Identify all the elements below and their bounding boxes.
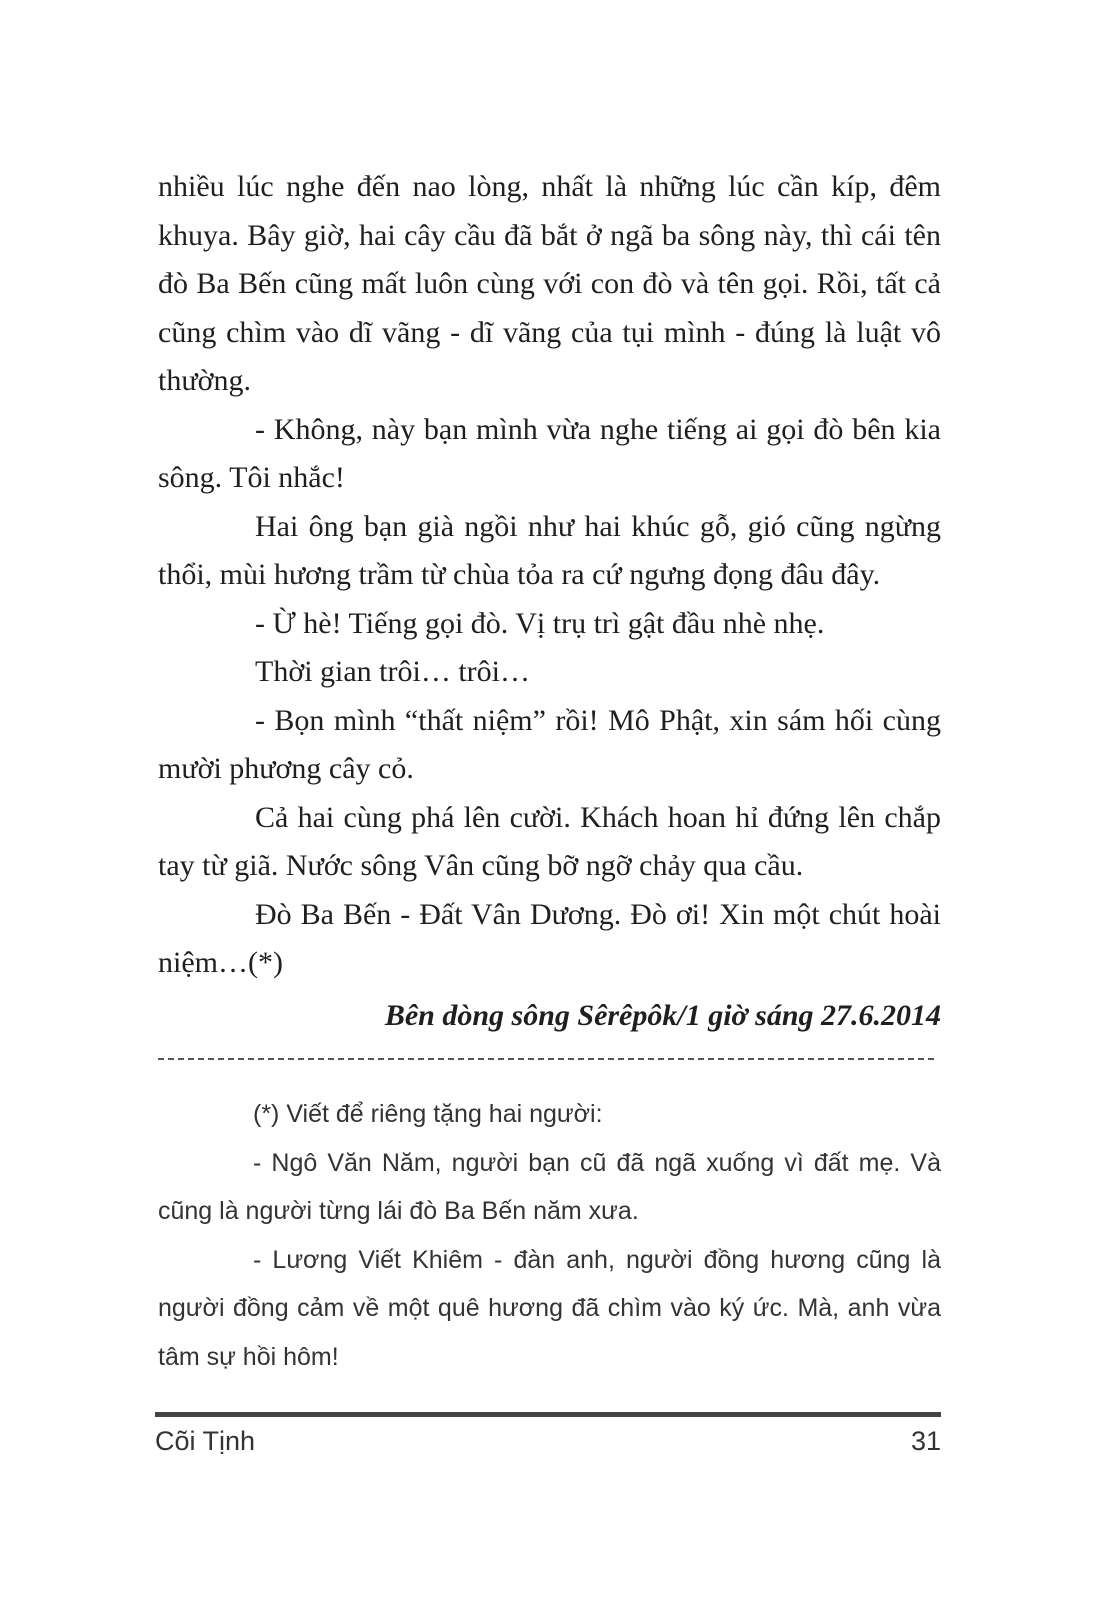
footnote-1: - Ngô Văn Năm, người bạn cũ đã ngã xuống vì đất mẹ. Và cũng là người từng lái đò Ba Bến năm xưa.: [158, 1148, 941, 1225]
page-footer: [155, 1423, 941, 1459]
book-title: Cõi Tịnh: [155, 1426, 256, 1456]
footnotes: [158, 1090, 941, 1381]
paragraph-1: nhiều lúc nghe đến nao lòng, nhất là những lúc cần kíp, đêm khuya. Bây giờ, hai cây cầu đã bắt ở ngã ba sông này, thì cái tên đò Ba Bến cũng mất luôn cùng với con đò và tên gọi. Rồi, tất cả cũng chìm vào dĩ vãng - dĩ vãng của tụi mình - đúng là luật vô thường.: [158, 170, 941, 397]
signature-line: Bên dòng sông Sêrêpôk/1 giờ sáng 27.6.2014: [384, 998, 941, 1032]
footnote-intro: (*) Viết để riêng tặng hai người:: [253, 1100, 603, 1128]
paragraph-2: - Không, này bạn mình vừa nghe tiếng ai gọi đò bên kia sông. Tôi nhắc!: [158, 412, 941, 494]
main-text: [158, 163, 941, 1040]
paragraph-7: Cả hai cùng phá lên cười. Khách hoan hỉ đứng lên chắp tay từ giã. Nước sông Vân cũng bỡ ngỡ chảy qua cầu.: [158, 800, 941, 882]
paragraph-6: - Bọn mình “thất niệm” rồi! Mô Phật, xin sám hối cùng mười phương cây cỏ.: [158, 703, 941, 785]
paragraph-5: Thời gian trôi… trôi…: [255, 655, 530, 688]
paragraph-3: Hai ông bạn già ngồi như hai khúc gỗ, gió cũng ngừng thổi, mùi hương trầm từ chùa tỏa ra cứ ngưng đọng đâu đây.: [158, 509, 941, 591]
paragraph-8: Đò Ba Bến - Đất Vân Dương. Đò ơi! Xin một chút hoài niệm…(*): [158, 897, 941, 979]
page-number: 31: [910, 1426, 941, 1456]
footnote-separator: [158, 1058, 934, 1060]
footnote-2: - Lương Viết Khiêm - đàn anh, người đồng hương cũng là người đồng cảm về một quê hương đã chìm vào ký ức. Mà, anh vừa tâm sự hồi hôm!: [158, 1245, 941, 1371]
paragraph-4: - Ừ hè! Tiếng gọi đò. Vị trụ trì gật đầu nhè nhẹ.: [255, 606, 825, 640]
footer-rule: [155, 1412, 941, 1417]
